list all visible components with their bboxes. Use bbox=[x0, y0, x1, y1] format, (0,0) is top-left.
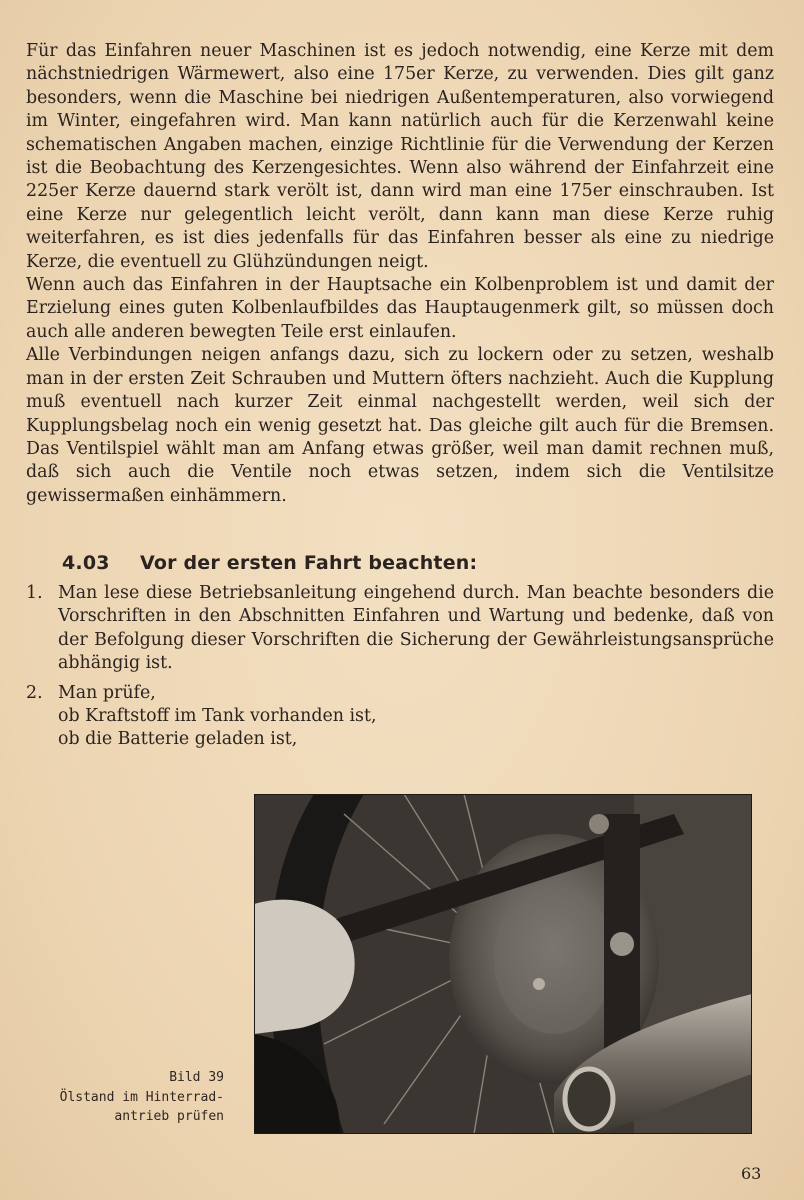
checklist bbox=[26, 582, 774, 758]
section-number: 4.03 bbox=[62, 552, 110, 574]
section-heading bbox=[62, 552, 477, 574]
photo-illustration bbox=[254, 794, 752, 1134]
section-title: Vor der ersten Fahrt beachten: bbox=[140, 552, 478, 574]
list-subline: ob Kraftstoff im Tank vorhanden ist, bbox=[58, 706, 377, 727]
caption-line: antrieb prüfen bbox=[114, 1109, 224, 1124]
paragraph: Für das Einfahren neuer Maschinen ist es jedoch notwendig, eine Kerze mit dem nächstniedrigen Wärmewert, also eine 175er Kerze, zu verwenden. Dies gilt ganz besonders, wenn die Maschine bei niedrigen Außentemperaturen, also vorwiegend im Winter, eingefahren wird. Man kann natürlich auch für die Kerzenwahl keine schematischen Angaben machen, einzige Richtlinie für die Verwendung der Kerzen ist die Beobachtung des Kerzengesichtes. Wenn also während der Einfahrzeit eine 225er Kerze dauernd stark verölt ist, dann wird man eine 175er einschrauben. Ist eine Kerze nur gelegentlich leicht verölt, dann kann man diese Kerze ruhig weiterfahren, es ist dies jedenfalls für das Einfahren besser als eine zu niedrige Kerze, die eventuell zu Glühzündungen neigt. bbox=[26, 41, 774, 272]
body-text bbox=[26, 40, 774, 508]
list-text: Man lese diese Betriebsanleitung eingehend durch. Man beachte besonders die Vorschriften in den Abschnitten Einfahren und Wartung und bedenke, daß von der Befolgung dieser Vorschriften die Sicherung der Gewährleistungsansprüche abhängig ist. bbox=[58, 583, 774, 674]
list-item bbox=[26, 682, 774, 752]
page-number: 63 bbox=[741, 1164, 762, 1183]
list-item bbox=[26, 582, 774, 676]
list-number: 1. bbox=[26, 583, 43, 603]
list-number: 2. bbox=[26, 682, 43, 703]
list-subline: ob die Batterie geladen ist, bbox=[58, 729, 298, 750]
figure-caption bbox=[20, 1068, 224, 1127]
caption-line: Ölstand im Hinterrad- bbox=[59, 1089, 224, 1105]
photo-rear-wheel-drive bbox=[254, 794, 752, 1134]
list-lead: Man prüfe, bbox=[58, 682, 156, 703]
caption-figure-label: Bild 39 bbox=[169, 1070, 224, 1085]
paragraph: Alle Verbindungen neigen anfangs dazu, sich zu lockern oder zu setzen, weshalb man in der ersten Zeit Schrauben und Muttern öfters nachzieht. Auch die Kupplung muß eventuell nach kurzer Zeit einmal nachgestellt werden, weil sich der Kupplungsbelag noch ein wenig gesetzt hat. Das gleiche gilt auch für die Bremsen. Das Ventilspiel wählt man am Anfang etwas größer, weil man damit rechnen muß, daß sich auch die Ventile noch etwas setzen, indem sich die Ventilsitze gewissermaßen einhämmern. bbox=[26, 345, 774, 506]
paragraph: Wenn auch das Einfahren in der Hauptsache ein Kolbenproblem ist und damit der Erzielung eines guten Kolbenlaufbildes das Hauptaugenmerk gilt, so müssen doch auch alle anderen bewegten Teile erst einlaufen. bbox=[26, 275, 774, 342]
